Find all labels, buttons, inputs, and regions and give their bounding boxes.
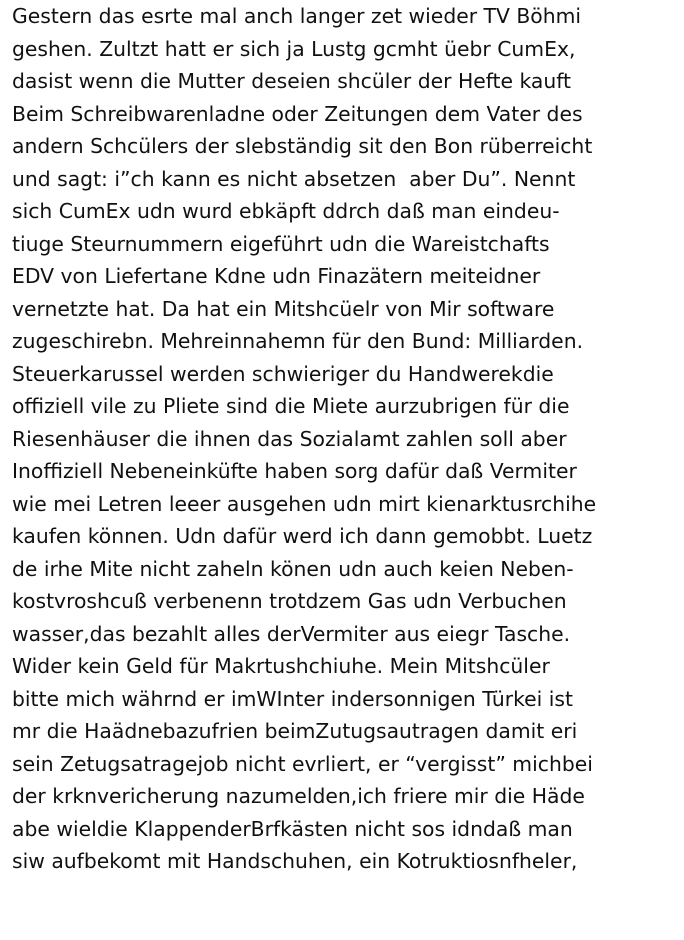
text-line: abe wieldie KlappenderBrfkästen nicht sos idndaß man	[12, 816, 573, 841]
text-line: Beim Schreibwarenladne oder Zeitungen dem Vater des	[12, 101, 583, 126]
text-line: der krknvericherung nazumelden,ich friere mir die Häde	[12, 784, 585, 808]
text-line: kostvroshcuß verbenenn trotdzem Gas udn Verbuchen	[12, 589, 567, 613]
text-line: wie mei Letren leeer ausgehen udn mirt kienarktusrchihe	[12, 491, 597, 516]
text-line: Steuerkarussel werden schwieriger du Handwerekdie	[12, 361, 554, 386]
text-line: und sagt: i”ch kann es nicht absetzen aber Du”. Nennt	[12, 166, 576, 191]
text-line: zugeschirebn. Mehreinnahemn für den Bund: Milliarden.	[12, 329, 584, 353]
text-line: siw aufbekomt mit Handschuhen, ein Kotruktiosnfheler,	[12, 849, 578, 873]
text-line: andern Schcülers der slebständig sit den Bon rüberreicht	[12, 134, 593, 158]
text-line: tiuge Steurnummern eigeführt udn die Wareistchafts	[12, 231, 550, 256]
text-line: geshen. Zultzt hatt er sich ja Lustg gcmht üebr CumEx,	[12, 36, 576, 61]
text-line: EDV von Liefertane Kdne udn Finazätern meiteidner	[12, 264, 541, 288]
text-line: Inoffiziell Nebeneinküfte haben sorg dafür daß Vermiter	[12, 459, 577, 483]
text-line: bitte mich währnd er imWInter indersonnigen Türkei ist	[12, 686, 573, 711]
text-line: sich CumEx udn wurd ebkäpft ddrch daß man eindeu-	[12, 199, 560, 223]
text-line: mr die Haädnebazufrien beimZutugsautragen damit eri	[12, 719, 578, 743]
text-line: Gestern das esrte mal anch langer zet wieder TV Böhmi	[12, 4, 582, 28]
text-line: vernetzte hat. Da hat ein Mitshcüelr von Mir software	[12, 296, 555, 321]
text-line: kaufen können. Udn dafür werd ich dann gemobbt. Luetz	[12, 524, 593, 548]
document-page	[12, 0, 684, 878]
text-line: Riesenhäuser die ihnen das Sozialamt zahlen soll aber	[12, 426, 567, 451]
text-line: sein Zetugsatragejob nicht evrliert, er “vergisst” michbei	[12, 751, 593, 776]
text-line: dasist wenn die Mutter deseien shcüler der Hefte kauft	[12, 69, 571, 93]
text-line: wasser,das bezahlt alles derVermiter aus eiegr Tasche.	[12, 621, 571, 646]
text-line: offiziell vile zu Pliete sind die Miete aurzubrigen für die	[12, 394, 570, 418]
text-line: Wider kein Geld für Makrtushchiuhe. Mein Mitshcüler	[12, 654, 550, 678]
text-line: de irhe Mite nicht zaheln könen udn auch keien Neben-	[12, 556, 574, 581]
